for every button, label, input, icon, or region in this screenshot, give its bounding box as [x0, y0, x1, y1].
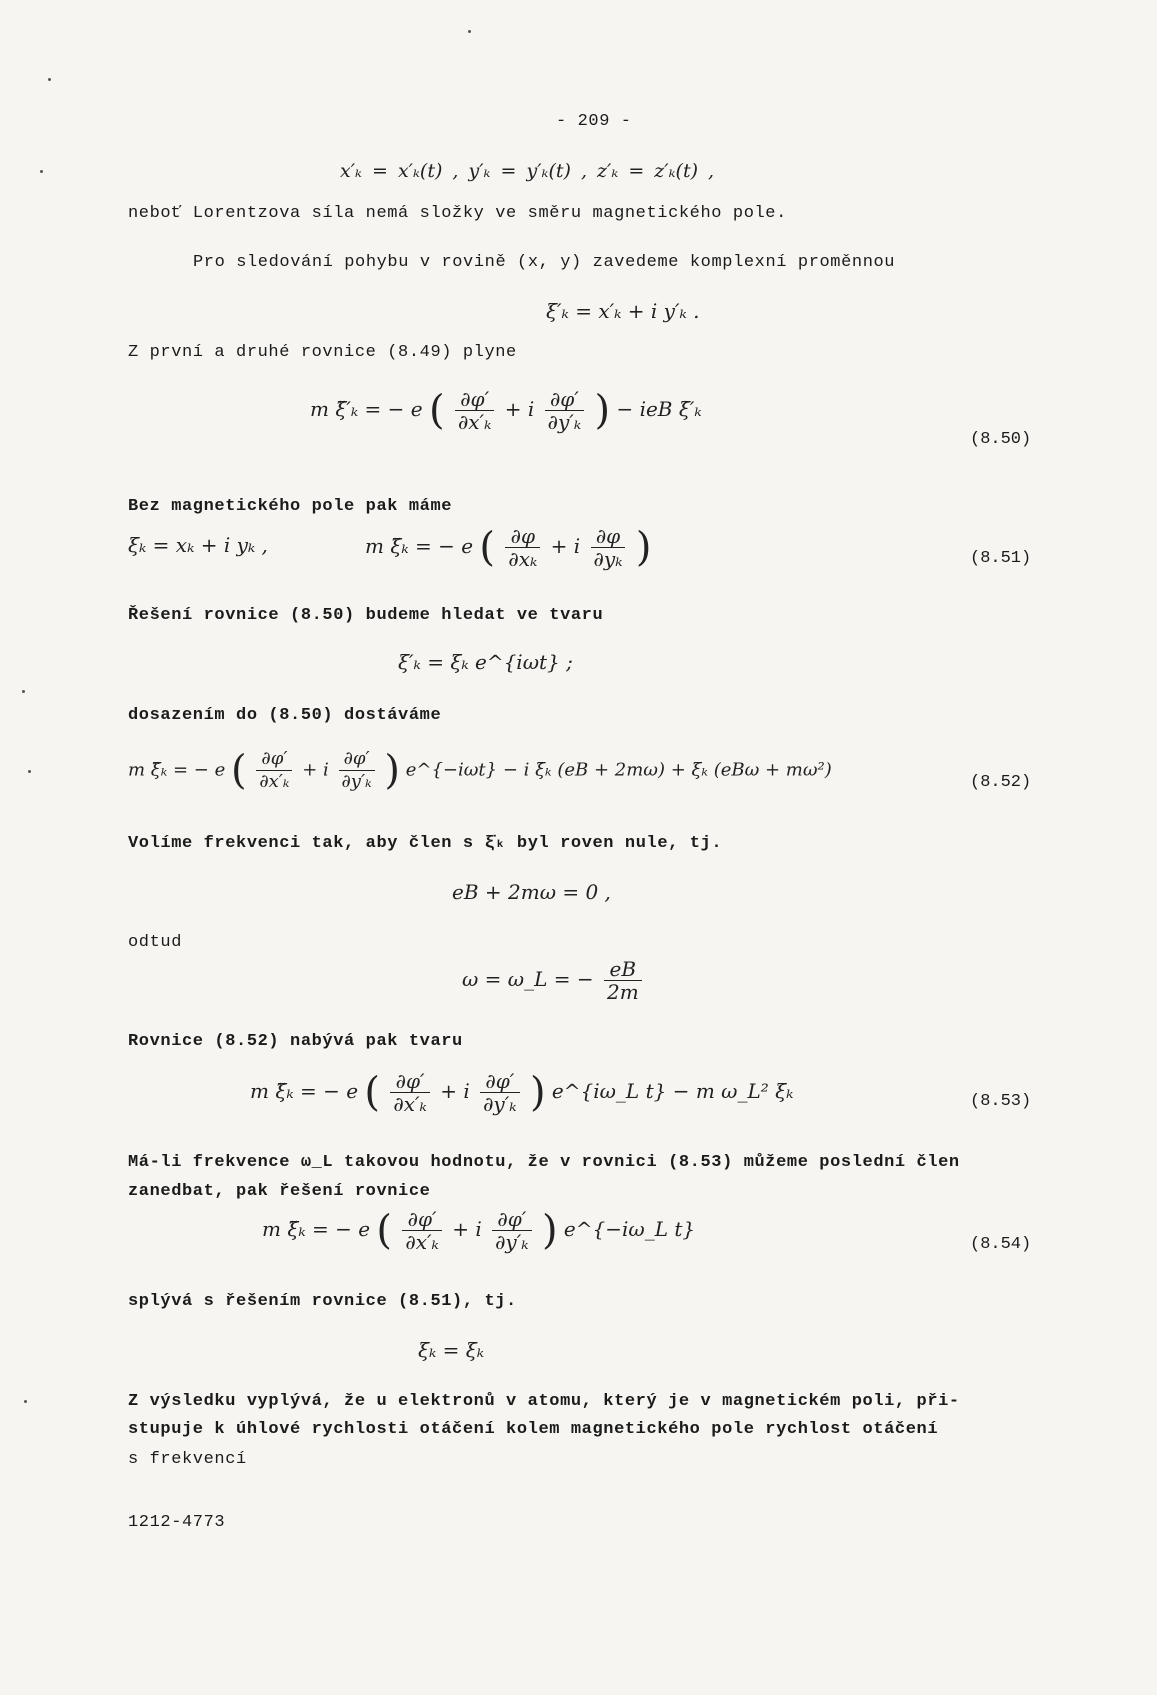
eq853-lhs: m ξ̈ₖ = − e [250, 1079, 359, 1103]
paragraph-complex-variable: Pro sledování pohybu v rovině (x, y) zavedeme komplexní proměnnou [193, 253, 896, 272]
eq851-frac1-num: ∂φ [505, 525, 540, 548]
eq851-plus-i: + i [550, 534, 581, 558]
equation-coordinates: x′ₖ = x′ₖ(t) , y′ₖ = y′ₖ(t) , z′ₖ = z′ₖ(t) , [340, 160, 715, 182]
eq853-plus-i: + i [440, 1079, 470, 1103]
scan-speck [48, 78, 51, 81]
paragraph-hence: odtud [128, 933, 183, 952]
equation-number-8-53: (8.53) [970, 1092, 1032, 1111]
paragraph-neglect: zanedbat, pak řešení rovnice [128, 1182, 431, 1201]
eq852-frac2-num: ∂φ′ [339, 748, 375, 771]
equation-8-53: m ξ̈ₖ = − e ( $\frac{\partial\varphi'}{\text{∂x′ₖ}}$ + i $\frac{\partial\varphi'}{\text{∂y′ₖ}}$ ) e^{iω_L t} − m ω_L² ξₖ [250, 1069, 794, 1116]
eq850-frac2-num: ∂φ′ [545, 388, 584, 411]
paragraph-first-second: Z první a druhé rovnice (8.49) plyne [128, 343, 517, 362]
paragraph-result-2: stupuje k úhlové rychlosti otáčení kolem magnetického pole rychlost otáčení [128, 1420, 939, 1439]
eq852-plus-i: + i [302, 759, 329, 781]
omega-num: eB [604, 958, 642, 981]
eq854-frac1-num: ∂φ′ [402, 1208, 441, 1231]
eq852-exp: e^{−iωt} [405, 759, 498, 781]
paragraph-lorentz: neboť Lorentzova síla nemá složky ve směru magnetického pole. [128, 204, 787, 223]
eq853-exp: e^{iω_L t} [551, 1079, 667, 1103]
eq853-frac2-den: ∂y′ₖ [483, 1092, 517, 1116]
omega-lhs: ω = ω_L = − [462, 967, 594, 991]
eq851-lhs: m ξ̈ₖ = − e [365, 534, 474, 558]
equation-number-8-52: (8.52) [970, 773, 1032, 792]
eq850-frac1-den: ∂x′ₖ [457, 410, 492, 434]
scan-speck [40, 170, 43, 173]
eq853-frac1-num: ∂φ′ [390, 1070, 429, 1093]
paragraph-result-1: Z výsledku vyplývá, že u elektronů v atomu, který je v magnetickém poli, při- [128, 1392, 960, 1411]
equation-8-54: m ξ̈ₖ = − e ( $\frac{\partial\varphi'}{\text{∂x′ₖ}}$ + i $\frac{\partial\varphi'}{\text{∂y′ₖ}}$ ) e^{−iω_L t} [262, 1207, 696, 1254]
equation-8-51-lead: ξₖ = xₖ + i yₖ , [128, 533, 268, 557]
equation-final: ξₖ = ξₖ [418, 1338, 485, 1362]
equation-8-52: m ξ̈ₖ = − e ( $\frac{\partial\varphi'}{\text{∂x′ₖ}}$ + i $\frac{\partial\varphi'}{\text{∂y′ₖ}}$ ) e^{−iωt} − i ξ̇ₖ (eB + 2mω) + ξₖ (eBω + mω²) [128, 747, 832, 794]
eq854-plus-i: + i [452, 1217, 482, 1241]
paragraph-solution-form: Řešení rovnice (8.50) budeme hledat ve tvaru [128, 606, 604, 625]
equation-number-8-54: (8.54) [970, 1235, 1032, 1254]
equation-number-8-51: (8.51) [970, 549, 1032, 568]
eq850-tail: − ieB ξ̇′ₖ [616, 397, 702, 421]
paragraph-result-3: s frekvencí [128, 1450, 247, 1469]
omega-den: 2m [606, 980, 639, 1004]
scan-speck [468, 30, 471, 33]
equation-number-8-50: (8.50) [970, 430, 1032, 449]
paragraph-coincides: splývá s řešením rovnice (8.51), tj. [128, 1292, 517, 1311]
eq853-frac2-num: ∂φ′ [480, 1070, 519, 1093]
paragraph-substitution: dosazením do (8.50) dostáváme [128, 706, 442, 725]
eq854-frac2-num: ∂φ′ [492, 1208, 531, 1231]
paragraph-choose-frequency: Volíme frekvenci tak, aby člen s ξ̇ₖ byl roven nule, tj. [128, 834, 723, 853]
eq852-tail: − i ξ̇ₖ (eB + 2mω) + ξₖ (eBω + mω²) [502, 759, 832, 781]
eq852-frac1-num: ∂φ′ [256, 748, 292, 771]
eq854-frac2-den: ∂y′ₖ [495, 1230, 529, 1254]
eq852-lhs: m ξ̈ₖ = − e [128, 759, 226, 781]
equation-8-51: m ξ̈ₖ = − e ( $\frac{\partial\varphi}{\text{∂xₖ}}$ + i $\frac{\partial\varphi}{\text{∂yₖ}}$ ) [365, 524, 652, 571]
scan-speck [28, 770, 31, 773]
paragraph-without-field: Bez magnetického pole pak máme [128, 497, 453, 516]
eq851-frac1-den: ∂xₖ [508, 547, 538, 571]
equation-xi-definition: ξ′ₖ = x′ₖ + i y′ₖ . [546, 299, 700, 323]
equation-solution-ansatz: ξ′ₖ = ξₖ e^{iωt} ; [398, 650, 573, 674]
paragraph-if-frequency: Má-li frekvence ω_L takovou hodnotu, že v rovnici (8.53) můžeme poslední člen [128, 1153, 960, 1172]
equation-larmor-frequency [462, 958, 646, 1003]
page-number: - 209 - [556, 112, 632, 131]
eq854-lhs: m ξ̈ₖ = − e [262, 1217, 371, 1241]
eq854-frac1-den: ∂x′ₖ [405, 1230, 439, 1254]
footer-code: 1212-4773 [128, 1513, 226, 1532]
eq854-exp: e^{−iω_L t} [563, 1217, 696, 1241]
eq853-frac1-den: ∂x′ₖ [393, 1092, 427, 1116]
eq852-frac2-den: ∂y′ₖ [341, 771, 372, 792]
eq850-frac2-den: ∂y′ₖ [547, 410, 582, 434]
eq852-frac1-den: ∂x′ₖ [259, 771, 290, 792]
scan-speck [22, 690, 25, 693]
eq851-frac2-den: ∂yₖ [593, 547, 623, 571]
eq850-lhs: m ξ̈′ₖ = − e [310, 397, 423, 421]
eq851-frac2-num: ∂φ [591, 525, 626, 548]
paragraph-takes-form: Rovnice (8.52) nabývá pak tvaru [128, 1032, 463, 1051]
eq853-tail: − m ω_L² ξₖ [672, 1079, 794, 1103]
eq850-frac1-num: ∂φ′ [455, 388, 494, 411]
scan-speck [24, 1400, 27, 1403]
equation-8-50: m ξ̈′ₖ = − e ( $\frac{\partial\varphi'}{\text{∂x′ₖ}}$ + i $\frac{\partial\varphi'}{\text{∂y′ₖ}}$ ) − ieB ξ̇′ₖ [310, 387, 702, 434]
equation-condition: eB + 2mω = 0 , [452, 880, 611, 904]
eq850-plus-i: + i [504, 397, 535, 421]
